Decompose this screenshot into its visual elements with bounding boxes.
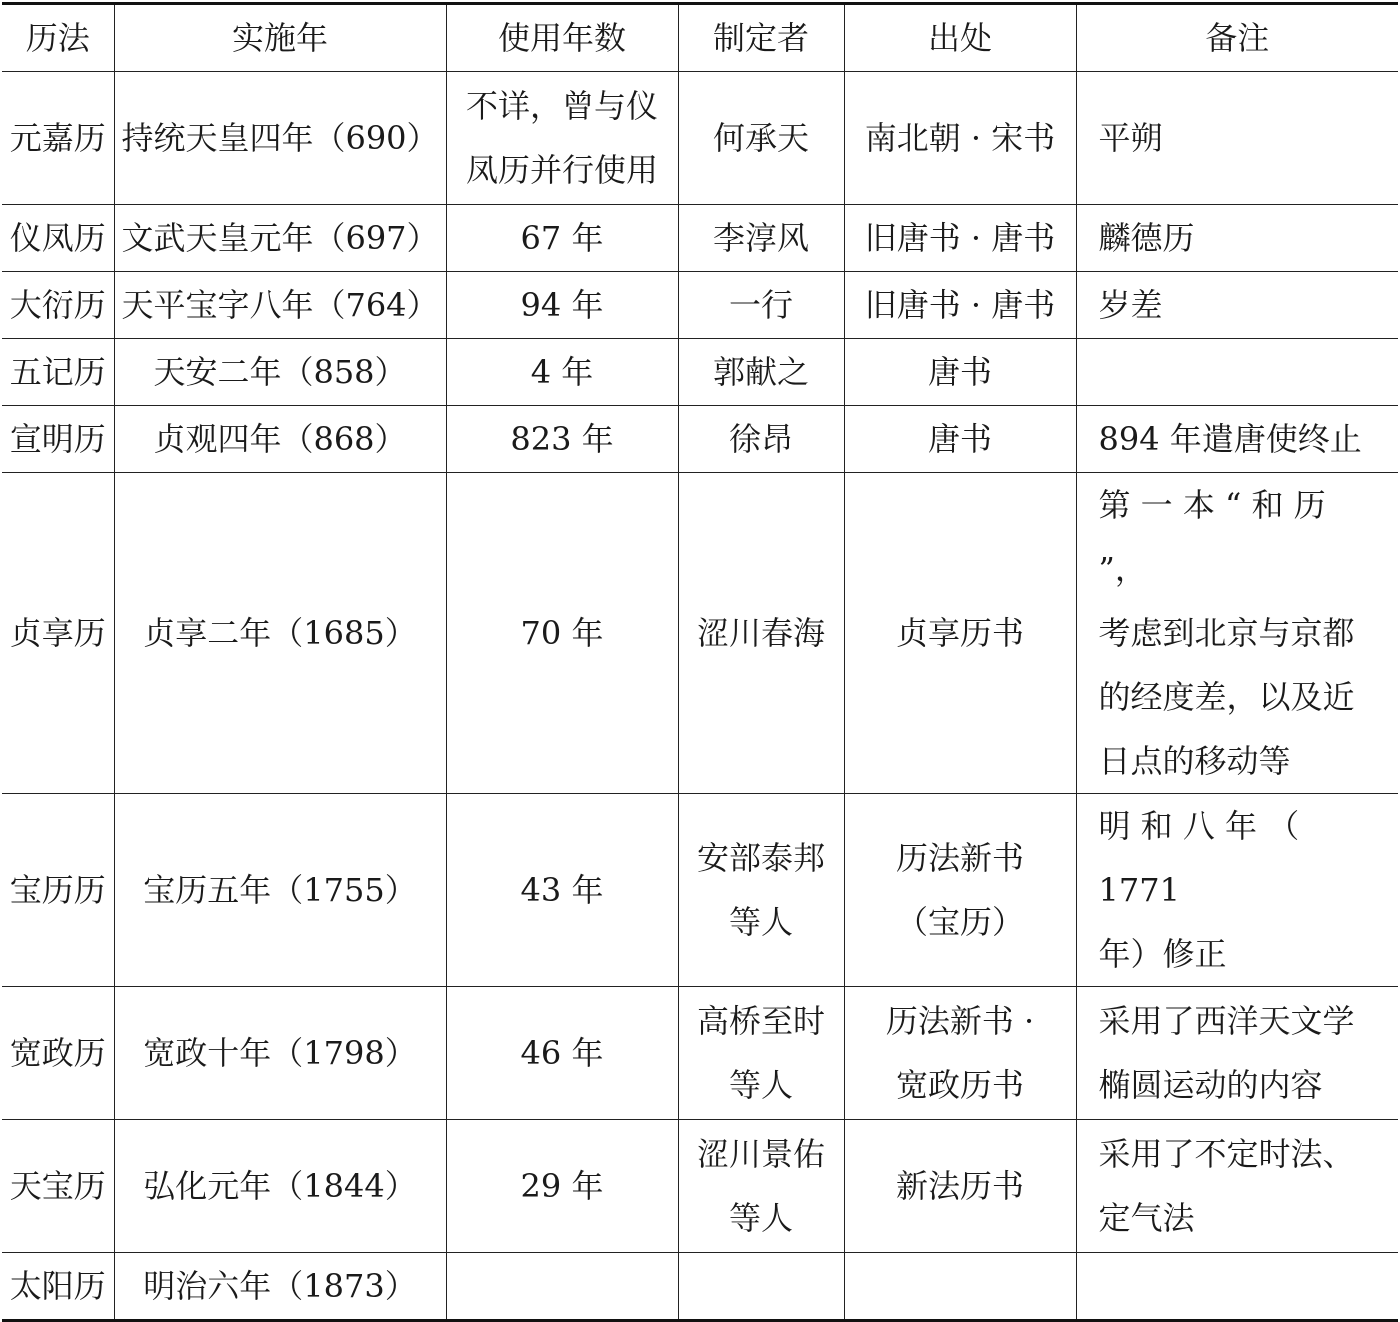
cell-year: 贞观四年（868） — [114, 406, 446, 473]
cell-note-line: 日点的移动等 — [1098, 742, 1291, 780]
table-row — [2, 1253, 1398, 1321]
cell-author — [678, 987, 844, 1120]
cell-source: 南北朝 · 宋书 — [844, 72, 1076, 205]
cell-note: 894 年遣唐使终止 — [1076, 406, 1398, 473]
calendar-history-table — [2, 2, 1398, 1322]
cell-duration-line: 凤历并行使用 — [465, 151, 658, 189]
cell-source: 唐书 — [844, 406, 1076, 473]
header-source: 出处 — [844, 4, 1076, 72]
cell-note-line: 椭圆运动的内容 — [1098, 1066, 1323, 1104]
cell-duration — [446, 72, 678, 205]
cell-author-line: 安部泰邦 — [696, 839, 825, 877]
cell-note-line: 采用了西洋天文学 — [1098, 1002, 1355, 1040]
cell-author — [678, 1253, 844, 1321]
cell-note-line: 考虑到北京与京都 — [1098, 614, 1355, 652]
table-row — [2, 473, 1398, 794]
header-year: 实施年 — [114, 4, 446, 72]
cell-author-line: 涩川景佑 — [696, 1135, 825, 1173]
table-row — [2, 205, 1398, 272]
cell-note-line: 明 和 八 年 （ 1771 — [1098, 807, 1300, 909]
table-row — [2, 406, 1398, 473]
cell-author: 一行 — [678, 272, 844, 339]
cell-source-line: （宝历） — [895, 903, 1024, 941]
cell-note — [1076, 473, 1398, 794]
cell-note — [1076, 72, 1398, 205]
cell-year: 天平宝字八年（764） — [114, 272, 446, 339]
cell-year: 宽政十年（1798） — [114, 987, 446, 1120]
header-note: 备注 — [1076, 4, 1398, 72]
cell-calendar: 天宝历 — [2, 1120, 114, 1253]
cell-source: 旧唐书 · 唐书 — [844, 205, 1076, 272]
cell-calendar: 宣明历 — [2, 406, 114, 473]
cell-calendar: 太阳历 — [2, 1253, 114, 1321]
cell-note-line: 采用了不定时法、 — [1098, 1135, 1355, 1173]
cell-note-line: 第 一 本 “ 和 历 ”， — [1098, 486, 1326, 588]
cell-author: 郭献之 — [678, 339, 844, 406]
cell-calendar: 仪凤历 — [2, 205, 114, 272]
cell-duration: 4 年 — [446, 339, 678, 406]
table-row — [2, 339, 1398, 406]
cell-source-line: 宽政历书 — [895, 1066, 1024, 1104]
cell-duration: 94 年 — [446, 272, 678, 339]
cell-duration: 46 年 — [446, 987, 678, 1120]
cell-author: 涩川春海 — [678, 473, 844, 794]
cell-duration: 823 年 — [446, 406, 678, 473]
cell-calendar: 贞享历 — [2, 473, 114, 794]
cell-note-line: 定气法 — [1098, 1199, 1195, 1237]
table-row — [2, 794, 1398, 987]
header-row — [2, 4, 1398, 72]
table-body — [2, 72, 1398, 1321]
cell-year: 宝历五年（1755） — [114, 794, 446, 987]
cell-note — [1076, 794, 1398, 987]
cell-duration-line: 不详，曾与仪 — [465, 87, 658, 125]
cell-duration: 43 年 — [446, 794, 678, 987]
calendar-table-container — [2, 2, 1398, 1322]
cell-calendar: 五记历 — [2, 339, 114, 406]
cell-source-line: 历法新书 · — [885, 1002, 1035, 1040]
cell-note — [1076, 987, 1398, 1120]
cell-author-line: 等人 — [728, 1066, 793, 1104]
cell-note: 麟德历 — [1076, 205, 1398, 272]
cell-source: 唐书 — [844, 339, 1076, 406]
cell-author-line: 等人 — [728, 903, 793, 941]
table-header — [2, 4, 1398, 72]
cell-note-line: 平朔 — [1098, 119, 1163, 157]
cell-note — [1076, 339, 1398, 406]
cell-calendar: 宽政历 — [2, 987, 114, 1120]
cell-note-line: 年）修正 — [1098, 935, 1227, 973]
cell-duration: 67 年 — [446, 205, 678, 272]
cell-source — [844, 987, 1076, 1120]
table-row — [2, 987, 1398, 1120]
cell-author — [678, 794, 844, 987]
cell-calendar: 大衍历 — [2, 272, 114, 339]
cell-source — [844, 794, 1076, 987]
header-duration: 使用年数 — [446, 4, 678, 72]
cell-duration: 70 年 — [446, 473, 678, 794]
cell-note — [1076, 1253, 1398, 1321]
cell-author: 李淳风 — [678, 205, 844, 272]
cell-year: 天安二年（858） — [114, 339, 446, 406]
table-row — [2, 1120, 1398, 1253]
cell-source: 旧唐书 · 唐书 — [844, 272, 1076, 339]
cell-author-line: 等人 — [728, 1199, 793, 1237]
cell-calendar: 元嘉历 — [2, 72, 114, 205]
cell-year: 文武天皇元年（697） — [114, 205, 446, 272]
cell-duration — [446, 1253, 678, 1321]
cell-source: 贞享历书 — [844, 473, 1076, 794]
cell-year: 贞享二年（1685） — [114, 473, 446, 794]
cell-year: 明治六年（1873） — [114, 1253, 446, 1321]
cell-source: 新法历书 — [844, 1120, 1076, 1253]
cell-note — [1076, 1120, 1398, 1253]
cell-source-line: 历法新书 — [895, 839, 1024, 877]
cell-duration: 29 年 — [446, 1120, 678, 1253]
cell-author: 何承天 — [678, 72, 844, 205]
cell-source — [844, 1253, 1076, 1321]
table-row — [2, 272, 1398, 339]
table-row — [2, 72, 1398, 205]
cell-year: 弘化元年（1844） — [114, 1120, 446, 1253]
cell-year: 持统天皇四年（690） — [114, 72, 446, 205]
cell-author-line: 高桥至时 — [696, 1002, 825, 1040]
header-calendar: 历法 — [2, 4, 114, 72]
cell-author: 徐昂 — [678, 406, 844, 473]
header-author: 制定者 — [678, 4, 844, 72]
cell-note: 岁差 — [1076, 272, 1398, 339]
cell-note-line: 的经度差，以及近 — [1098, 678, 1355, 716]
cell-author — [678, 1120, 844, 1253]
cell-calendar: 宝历历 — [2, 794, 114, 987]
